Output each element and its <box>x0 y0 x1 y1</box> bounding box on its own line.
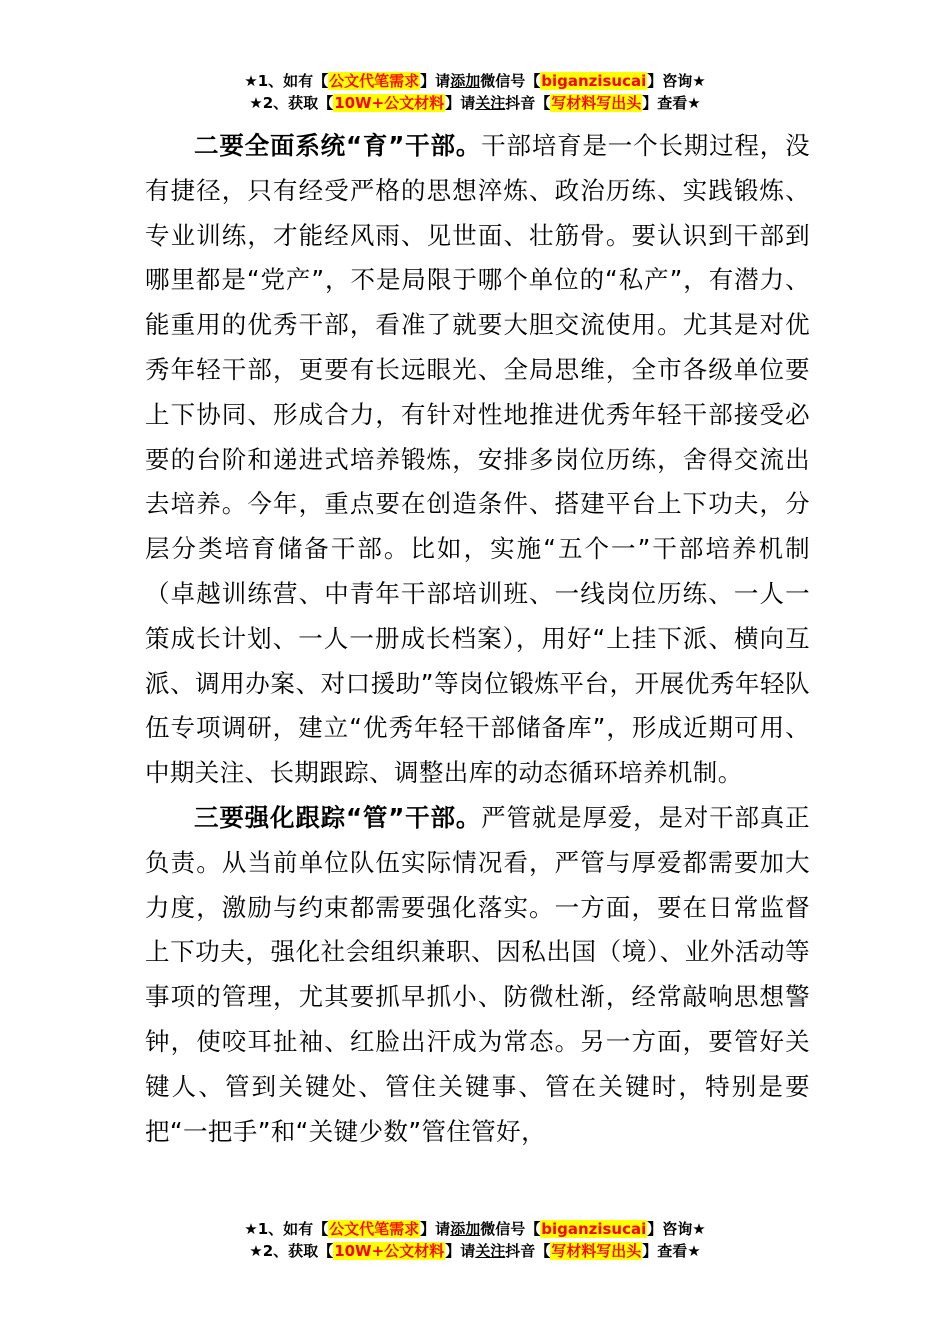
highlight-douyin-id: 写材料写出头 <box>551 1242 642 1260</box>
paragraph-text: 严管就是厚爱，是对干部真正负责。从当前单位队伍实际情况看，严管与厚爱都需要加大力度，激励与约束都需要强化落实。一方面，要在日常监督上下功夫，强化社会组织兼职、因私出国（境）、业外活动等事项的管理，尤其要抓早抓小、防微杜渐，经常敲响思想警钟，使咬耳扯袖、红脸出汗成为常态。另一方面，要管好关键人、管到关键处、管住关键事、管在关键时，特别是要把“一把手”和“关键少数”管住管好， <box>145 802 810 1146</box>
paragraph-text: 干部培育是一个长期过程，没有捷径，只有经受严格的思想淬炼、政治历练、实践锻炼、专业训练，才能经风雨、见世面、壮筋骨。要认识到干部到哪里都是“党产”，不是局限于哪个单位的“私产”，有潜力、能重用的优秀干部，看准了就要大胆交流使用。尤其是对优秀年轻干部，更要有长远眼光、全局思维，全市各级单位要上下协同、形成合力，有针对性地推进优秀年轻干部接受必要的台阶和递进式培养锻炼，安排多岗位历练，舍得交流出去培养。今年，重点要在创造条件、搭建平台上下功夫，分层分类培育储备干部。比如，实施“五个一”干部培养机制（卓越训练营、中青年干部培训班、一线岗位历练、一人一策成长计划、一人一册成长档案），用好“上挂下派、横向互派、调用办案、对口援助”等岗位锻炼平台，开展优秀年轻队伍专项调研，建立“优秀年轻干部储备库”，形成近期可用、中期关注、长期跟踪、调整出库的动态循环培养机制。 <box>145 131 810 788</box>
highlight-service: 公文代笔需求 <box>329 72 420 90</box>
notice-line-2: ★2、获取【10W+公文材料】请关注抖音【写材料写出头】查看★ <box>249 1242 701 1260</box>
highlight-wechat-id: biganzisucai <box>541 72 647 90</box>
highlight-douyin-id: 写材料写出头 <box>551 94 642 112</box>
paragraph-manage-cadres <box>145 796 810 1154</box>
footer-notice <box>0 1218 950 1262</box>
paragraph-cultivate-cadres <box>145 124 810 796</box>
document-body <box>145 124 810 1154</box>
paragraph-heading: 三要强化跟踪“管”干部。 <box>194 802 482 832</box>
notice-line-2: ★2、获取【10W+公文材料】请关注抖音【写材料写出头】查看★ <box>249 94 701 112</box>
header-notice <box>0 70 950 114</box>
highlight-service: 公文代笔需求 <box>329 1220 420 1238</box>
highlight-materials: 10W+公文材料 <box>334 1242 445 1260</box>
paragraph-heading: 二要全面系统“育”干部。 <box>194 131 482 160</box>
highlight-wechat-id: biganzisucai <box>541 1220 647 1238</box>
highlight-materials: 10W+公文材料 <box>334 94 445 112</box>
notice-line-1: ★1、如有【公文代笔需求】请添加微信号【biganzisucai】咨询★ <box>244 1220 706 1238</box>
notice-line-1: ★1、如有【公文代笔需求】请添加微信号【biganzisucai】咨询★ <box>244 72 706 90</box>
